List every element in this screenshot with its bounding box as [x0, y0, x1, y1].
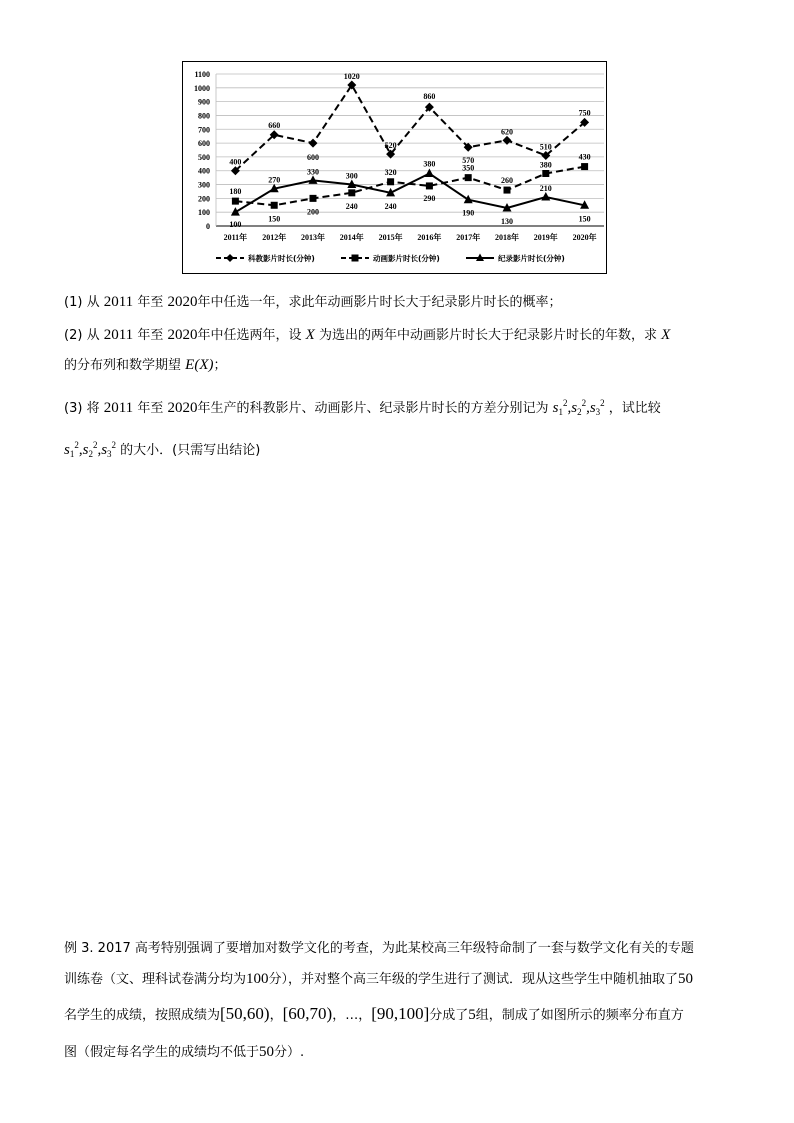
question-3-line-2	[64, 435, 260, 464]
ex3-line-4-a: 图（假定每名学生的成绩均不低于	[64, 1045, 260, 1060]
q1-text-c: 年中任选一年，求此年动画影片时长大于纪录影片时长的概率；	[197, 295, 562, 310]
q1-number: (1)	[64, 295, 83, 310]
x-tick-label: 2016年	[417, 233, 442, 242]
data-label: 270	[268, 175, 281, 185]
q1-text-a: 从	[86, 295, 100, 310]
q1-text-b: 年至	[137, 295, 164, 310]
x-tick-label: 2017年	[456, 233, 481, 242]
x-tick-label: 2019年	[533, 233, 558, 242]
data-point-square	[426, 182, 433, 189]
q2-text-e: 的分布列和数学期望	[64, 358, 182, 373]
data-point-square	[581, 163, 588, 170]
q2-number: (2)	[64, 328, 83, 343]
ex3-min-score: 50	[259, 1044, 275, 1060]
question-1	[64, 292, 561, 313]
data-label: 100	[229, 220, 242, 230]
data-label: 130	[501, 217, 513, 227]
x-tick-label: 2014年	[339, 233, 364, 242]
example-3-line-4	[64, 1042, 304, 1063]
ex3-full-score: 100	[246, 971, 269, 987]
data-point-square	[387, 178, 394, 185]
q1-year-start: 2011	[103, 294, 134, 310]
x-tick-label: 2015年	[378, 233, 403, 242]
data-point-square	[542, 170, 549, 177]
data-label: 660	[268, 120, 281, 130]
q3-year-end: 2020	[167, 400, 198, 416]
data-label: 380	[423, 159, 436, 169]
data-label: 380	[539, 160, 552, 170]
data-point-square	[348, 189, 355, 196]
y-tick-label: 800	[198, 111, 210, 121]
x-tick-label: 2020年	[572, 233, 597, 242]
q2-text-d: 为选出的两年中动画影片时长大于纪录影片时长的年数，求	[318, 328, 657, 343]
q2-variable-x: X	[305, 327, 315, 343]
q3-year-start: 2011	[103, 400, 134, 416]
y-tick-label: 1000	[194, 83, 210, 93]
data-label: 620	[501, 127, 513, 137]
data-label: 430	[578, 152, 591, 162]
data-label: 190	[462, 208, 475, 218]
data-point-square	[504, 187, 511, 194]
q3-text-a: 将	[86, 401, 100, 416]
data-point-square	[232, 198, 239, 205]
q3-variance-symbols-1: $s_1^2,s_2^2,s_3^2$	[552, 398, 605, 417]
data-label: 210	[539, 183, 552, 193]
example-3-line-2	[64, 969, 693, 990]
q3-text-e: 的大小．(只需写出结论)	[120, 443, 261, 458]
q2-text-a: 从	[86, 328, 100, 343]
q2-text-f: ；	[213, 358, 227, 373]
data-label: 520	[384, 141, 397, 151]
q3-variance-symbols-2: $s_1^2,s_2^2,s_3^2$	[64, 440, 117, 459]
line-chart	[182, 61, 607, 274]
q3-text-d: ，试比较	[608, 401, 661, 416]
data-label: 240	[384, 201, 397, 211]
q2-variable-x-2: X	[661, 327, 671, 343]
x-tick-label: 2018年	[495, 233, 519, 242]
data-point-square	[465, 174, 472, 181]
q2-text-c: 年中任选两年，设	[197, 328, 302, 343]
ex3-group-count: 5	[468, 1007, 476, 1023]
data-label: 300	[345, 171, 358, 181]
question-3-line-1	[64, 393, 661, 422]
y-tick-label: 200	[198, 194, 210, 204]
y-tick-label: 900	[198, 97, 210, 107]
legend-label-3: 纪录影片时长(分钟)	[498, 254, 565, 263]
legend-label-2: 动画影片时长(分钟)	[373, 254, 440, 263]
data-label: 860	[423, 92, 436, 102]
q2-year-start: 2011	[103, 327, 134, 343]
ex3-line-4-c: 分）.	[274, 1045, 305, 1060]
data-label: 600	[307, 153, 319, 163]
y-tick-label: 700	[198, 125, 210, 135]
y-tick-label: 1100	[194, 70, 210, 79]
q2-year-end: 2020	[167, 327, 198, 343]
data-label: 150	[578, 214, 591, 224]
data-label: 240	[345, 201, 358, 211]
x-tick-label: 2013年	[301, 233, 325, 242]
data-label: 320	[384, 167, 397, 177]
data-point-square	[310, 195, 317, 202]
ex3-sample-size: 50	[678, 971, 694, 987]
y-tick-label: 400	[198, 166, 210, 176]
x-tick-label: 2011年	[223, 233, 248, 242]
data-label: 510	[539, 142, 552, 152]
data-label: 750	[578, 108, 591, 118]
data-label: 350	[462, 163, 475, 173]
legend-square-icon	[352, 255, 359, 262]
ex3-interval-3: [90,100]	[371, 1004, 430, 1023]
chart-svg	[182, 61, 607, 274]
data-label: 200	[307, 207, 319, 217]
question-2-line-1	[64, 325, 670, 346]
example-3-line-1	[64, 939, 694, 959]
q3-number: (3)	[64, 401, 83, 416]
question-2-line-2	[64, 355, 227, 376]
ex3-line-3-d: 组，制成了如图所示的频率分布直方	[475, 1008, 684, 1023]
q3-text-b: 年至	[137, 401, 164, 416]
data-point-square	[271, 202, 278, 209]
q3-text-c: 年生产的科教影片、动画影片、纪录影片时长的方差分别记为	[197, 401, 549, 416]
data-label: 1020	[343, 72, 360, 82]
q2-expectation: E(X)	[185, 357, 214, 373]
y-tick-label: 500	[198, 152, 210, 162]
data-label: 150	[268, 214, 281, 224]
ex3-sep-1: ，	[269, 1008, 283, 1023]
ex3-line-2-c: 分），并对整个高三年级的学生进行了测试．现从这些学生中随机抽取了	[268, 972, 679, 987]
y-tick-label: 300	[198, 180, 210, 190]
q1-year-end: 2020	[167, 294, 198, 310]
data-label: 260	[501, 176, 513, 186]
ex3-line-1-text: 例 3. 2017 高考特别强调了要增加对数学文化的考查，为此某校高三年级特命制了一套与数学文化有关的专题	[64, 941, 694, 956]
q2-text-b: 年至	[137, 328, 164, 343]
ex3-line-2-a: 训练卷（文、理科试卷满分均为	[64, 972, 247, 987]
data-label: 570	[462, 156, 475, 166]
data-label: 290	[423, 193, 436, 203]
ex3-sep-2: ，…，	[332, 1008, 372, 1023]
data-label: 400	[229, 157, 242, 167]
y-tick-label: 0	[206, 222, 210, 231]
y-tick-label: 600	[198, 139, 210, 149]
data-label: 330	[307, 167, 319, 177]
ex3-interval-2: [60,70)	[282, 1004, 333, 1023]
x-tick-label: 2012年	[262, 233, 287, 242]
ex3-interval-1: [50,60)	[220, 1004, 270, 1023]
data-label: 180	[229, 187, 242, 197]
example-3-line-3	[64, 1004, 684, 1026]
y-tick-label: 100	[198, 208, 210, 218]
ex3-line-3-a: 名学生的成绩，按照成绩为	[64, 1008, 221, 1023]
legend-label-1: 科教影片时长(分钟)	[248, 254, 315, 263]
ex3-line-3-b: 分成了	[429, 1008, 469, 1023]
